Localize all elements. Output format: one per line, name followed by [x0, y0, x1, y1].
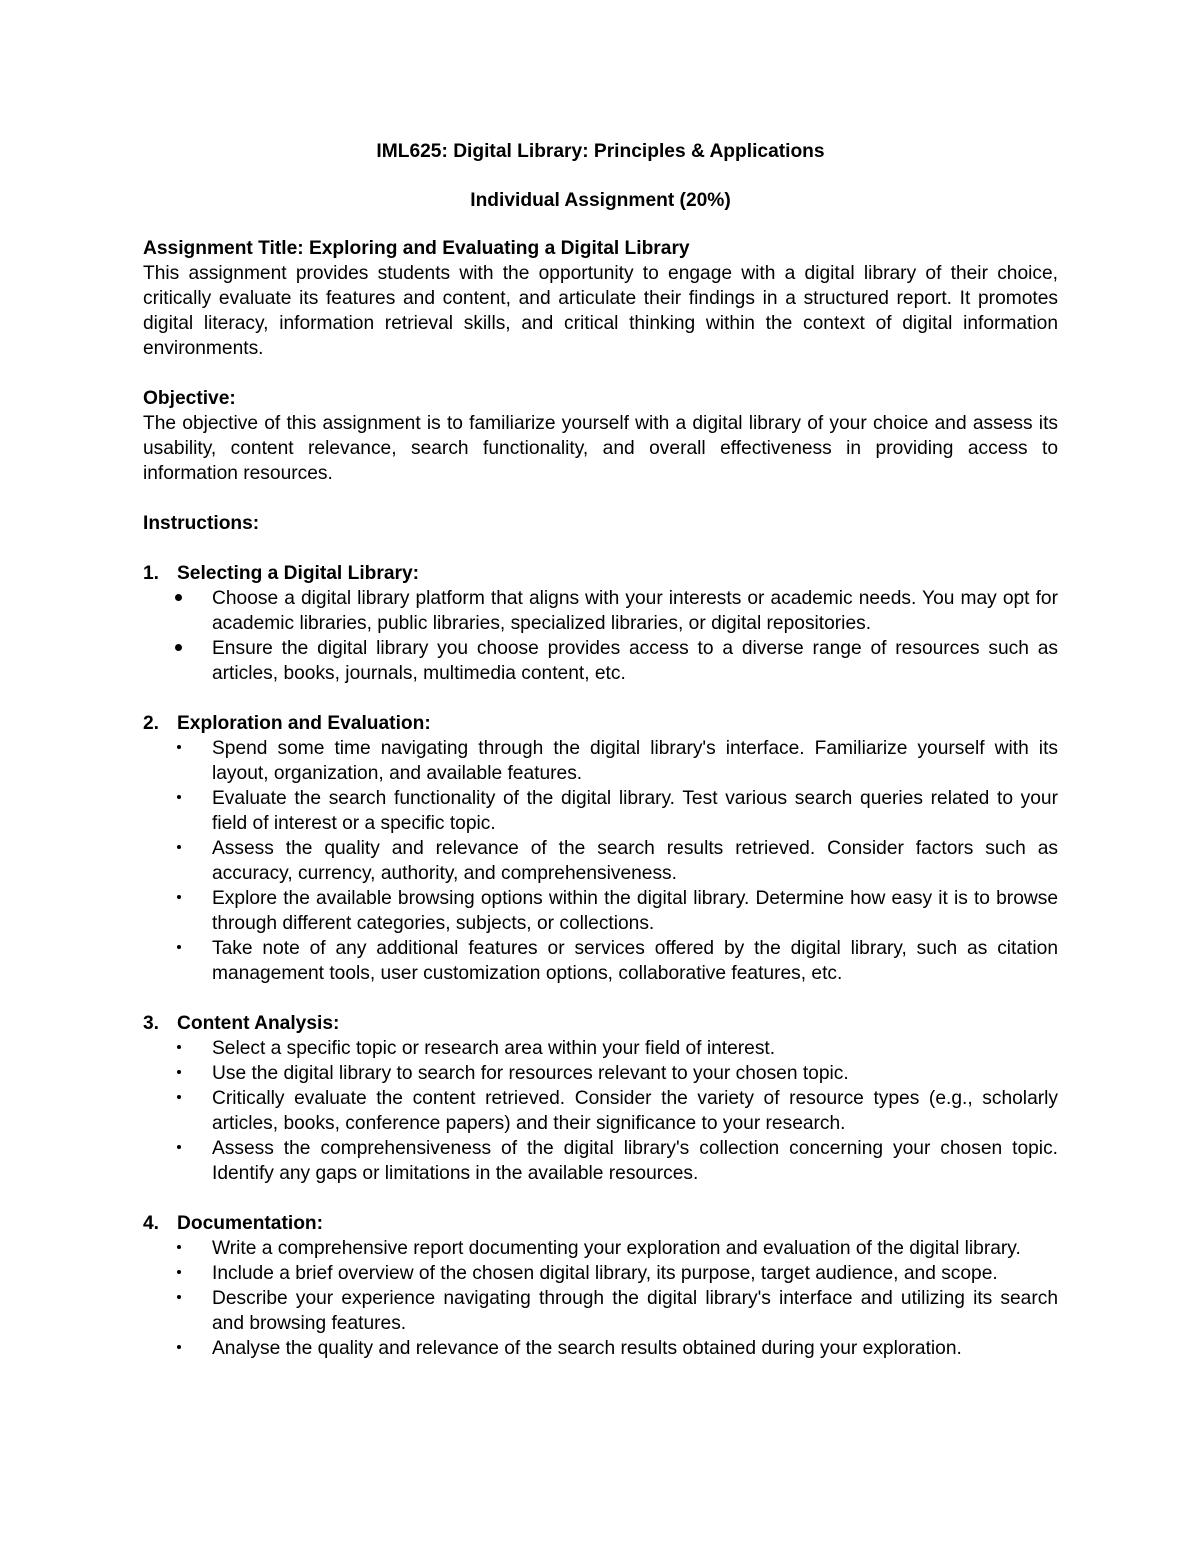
course-title: IML625: Digital Library: Principles & Applications: [376, 141, 825, 162]
bullet-icon: [143, 1286, 212, 1336]
bullet-list: [143, 736, 1058, 986]
section-number: 4.: [143, 1213, 160, 1234]
section-documentation: [143, 1211, 1058, 1361]
list-item-text: Spend some time navigating through the digital library's interface. Familiarize yourself with its layout, organization, and available features.: [212, 738, 1058, 784]
bullet-icon: [143, 586, 212, 636]
assignment-type: Individual Assignment (20%): [470, 190, 731, 211]
section-title: Documentation:: [177, 1213, 324, 1234]
list-item-text: Choose a digital library platform that aligns with your interests or academic needs. You may opt for academic libraries, public libraries, specialized libraries, or digital repositories.: [212, 588, 1058, 634]
bullet-icon: [143, 1261, 212, 1286]
list-item-text: Assess the comprehensiveness of the digital library's collection concerning your chosen topic. Identify any gaps or limitations in the available resources.: [212, 1138, 1058, 1184]
list-item: [143, 786, 1058, 836]
list-item: [143, 1236, 1058, 1261]
bullet-icon: [143, 886, 212, 936]
section-selecting-digital-library: [143, 561, 1058, 686]
bullet-icon: [143, 936, 212, 986]
bullet-icon: [143, 1336, 212, 1361]
list-item-text: Analyse the quality and relevance of the search results obtained during your exploration.: [212, 1338, 962, 1359]
bullet-icon: [143, 1086, 212, 1136]
list-item: [143, 936, 1058, 986]
section-content-analysis: [143, 1011, 1058, 1186]
bullet-list: [143, 1036, 1058, 1186]
list-item-text: Assess the quality and relevance of the search results retrieved. Consider factors such as accuracy, currency, authority, and comprehensiveness.: [212, 838, 1058, 884]
bullet-list: [143, 586, 1058, 686]
bullet-icon: [143, 1236, 212, 1261]
list-item: [143, 1061, 1058, 1086]
list-item: [143, 1286, 1058, 1336]
bullet-list: [143, 1236, 1058, 1361]
list-item: [143, 1136, 1058, 1186]
section-heading: [143, 561, 1058, 586]
list-item: [143, 636, 1058, 686]
objective-heading: Objective:: [143, 388, 236, 409]
bullet-icon: [143, 1061, 212, 1086]
list-item-text: Include a brief overview of the chosen digital library, its purpose, target audience, and scope.: [212, 1263, 998, 1284]
section-heading: [143, 711, 1058, 736]
bullet-icon: [143, 786, 212, 836]
list-item-text: Critically evaluate the content retrieved. Consider the variety of resource types (e.g., scholarly articles, books, conference papers) and their significance to your research.: [212, 1088, 1058, 1134]
intro-paragraph: This assignment provides students with the opportunity to engage with a digital library of their choice, critically evaluate its features and content, and articulate their findings in a structured report. It promotes digital literacy, information retrieval skills, and critical thinking within the context of digital information environments.: [143, 263, 1058, 359]
section-number: 2.: [143, 713, 160, 734]
list-item-text: Evaluate the search functionality of the digital library. Test various search queries related to your field of interest or a specific topic.: [212, 788, 1058, 834]
bullet-icon: [143, 1036, 212, 1061]
bullet-icon: [143, 836, 212, 886]
bullet-icon: [143, 636, 212, 686]
list-item-text: Explore the available browsing options within the digital library. Determine how easy it is to browse through different categories, subjects, or collections.: [212, 888, 1058, 934]
list-item-text: Select a specific topic or research area within your field of interest.: [212, 1038, 776, 1059]
assignment-title: Assignment Title: Exploring and Evaluating a Digital Library: [143, 238, 690, 259]
list-item: [143, 836, 1058, 886]
list-item-text: Use the digital library to search for resources relevant to your chosen topic.: [212, 1063, 849, 1084]
bullet-icon: [143, 736, 212, 786]
list-item: [143, 1086, 1058, 1136]
list-item-text: Take note of any additional features or services offered by the digital library, such as citation management tools, user customization options, collaborative features, etc.: [212, 938, 1058, 984]
list-item: [143, 1036, 1058, 1061]
list-item: [143, 736, 1058, 786]
section-heading: [143, 1011, 1058, 1036]
list-item: [143, 1261, 1058, 1286]
list-item-text: Describe your experience navigating through the digital library's interface and utilizing its search and browsing features.: [212, 1288, 1058, 1334]
list-item: [143, 886, 1058, 936]
list-item: [143, 1336, 1058, 1361]
section-heading: [143, 1211, 1058, 1236]
section-exploration-evaluation: [143, 711, 1058, 986]
section-title: Selecting a Digital Library:: [177, 563, 420, 584]
section-title: Content Analysis:: [177, 1013, 340, 1034]
instructions-heading: Instructions:: [143, 513, 260, 534]
list-item-text: Write a comprehensive report documenting your exploration and evaluation of the digital library.: [212, 1238, 1021, 1259]
section-number: 3.: [143, 1013, 160, 1034]
objective-paragraph: The objective of this assignment is to familiarize yourself with a digital library of your choice and assess its usability, content relevance, search functionality, and overall effectiveness in providing access to information resources.: [143, 413, 1058, 484]
section-title: Exploration and Evaluation:: [177, 713, 431, 734]
list-item: [143, 586, 1058, 636]
bullet-icon: [143, 1136, 212, 1186]
list-item-text: Ensure the digital library you choose provides access to a diverse range of resources such as articles, books, journals, multimedia content, etc.: [212, 638, 1058, 684]
section-number: 1.: [143, 563, 160, 584]
